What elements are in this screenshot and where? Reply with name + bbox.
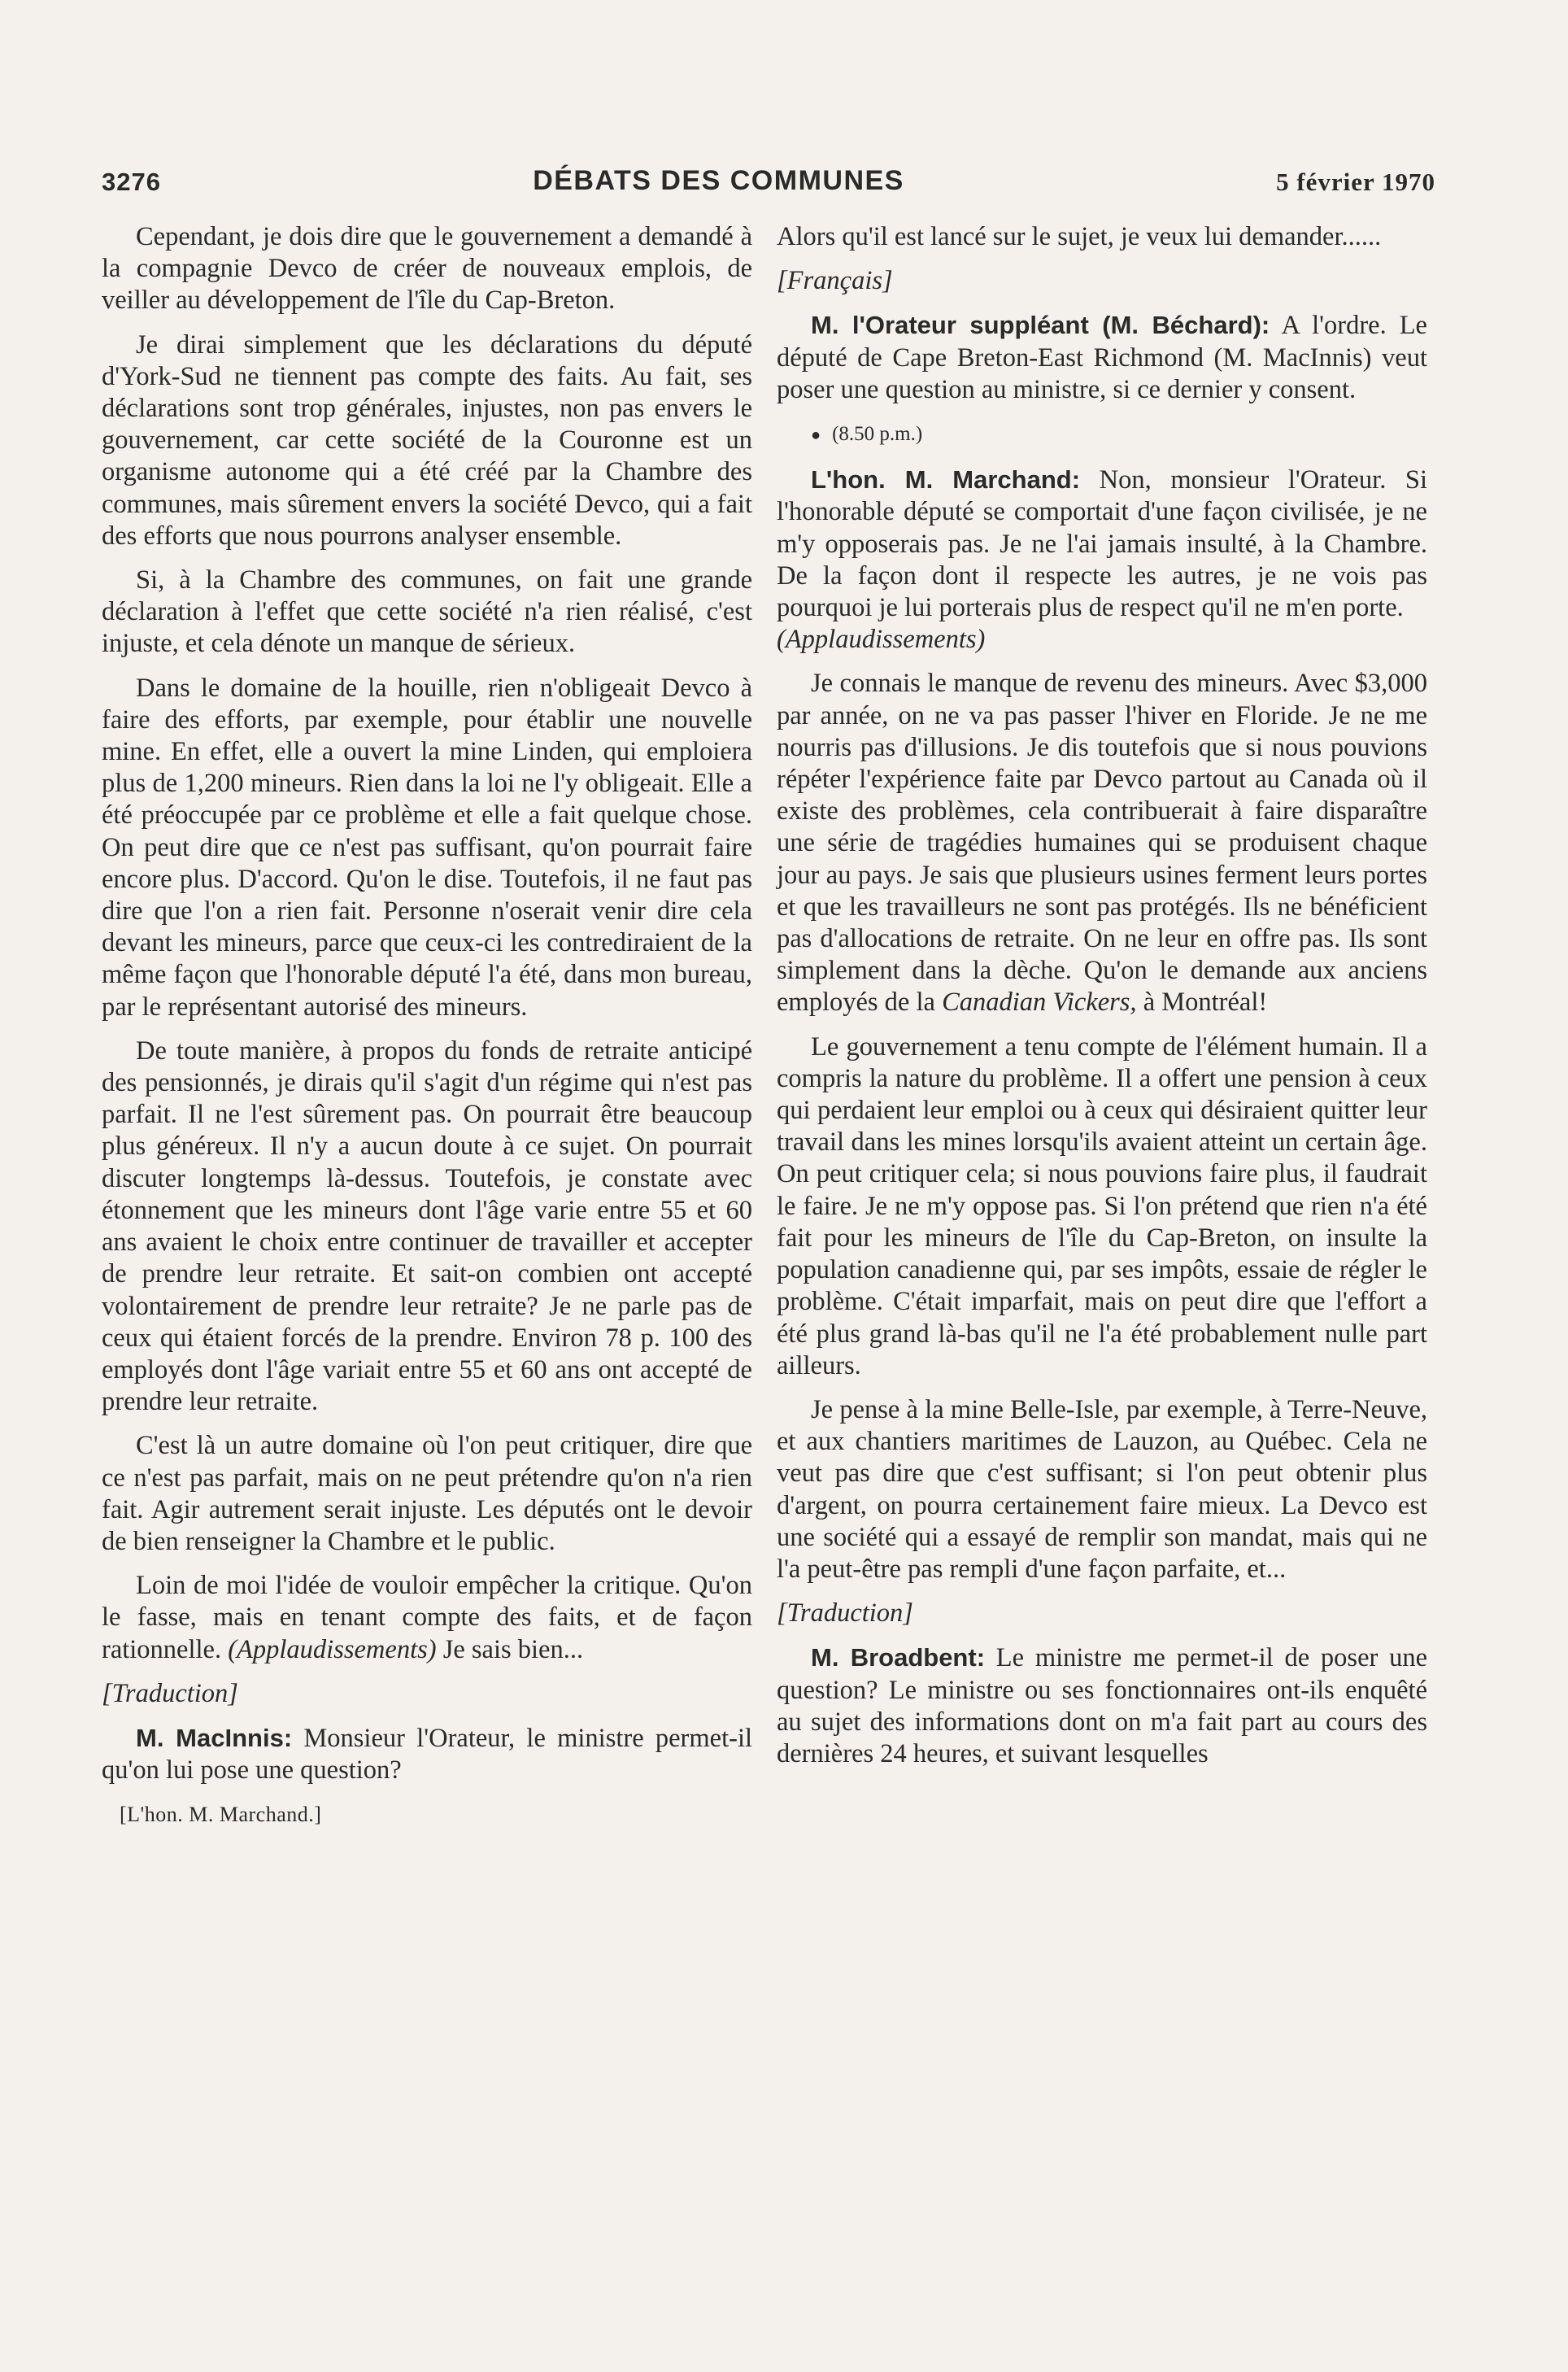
paragraph: Si, à la Chambre des communes, on fait une grande déclaration à l'effet que cette société n'a rien réalisé, c'est injuste, et cela dénote un manque de sérieux. [102,565,752,659]
left-column [102,221,752,1831]
page-number: 3276 [102,168,161,196]
paragraph: Je pense à la mine Belle-Isle, par exemple, à Terre-Neuve, et aux chantiers maritimes de Lauzon, au Québec. Cela ne veut pas dire que c'est suffisant; si l'on peut obtenir plus d'argent, on pourra certainement faire mieux. La Devco est une société qui a essayé de remplir son mandat, mais qui ne l'a peut-être pas rempli d'une façon parfaite, et... [777,1394,1427,1584]
page-header [102,155,1435,197]
publication-date: 5 février 1970 [1276,168,1435,196]
paragraph-tail: Je sais bien... [442,1634,584,1664]
paragraph-text: Je connais le manque de revenu des mineurs. Avec $3,000 par année, on ne va pas passer l'hiver en Floride. Je ne me nourris pas d'illusions. Je dis toutefois que si nous pouvions répéter l'expérience faite par Devco partout au Canada où il existe des problèmes, cela contribuerait à faire disparaître une série de tragédies humaines qui se produisent chaque jour au pays. Je sais que plusieurs usines ferment leurs portes et que les travailleurs ne sont pas protégés. Ils ne bénéficient pas d'allocations de retraite. On ne leur en offre pas. Ils sont simplement dans la dèche. Qu'on le demande aux anciens employés de la [777,669,1427,1018]
language-tag: [Traduction] [777,1598,913,1629]
publication-title: DÉBATS DES COMMUNES [533,165,904,196]
right-column [777,221,1427,1782]
speech-orateur [777,309,1427,406]
language-tag: [Traduction] [102,1678,238,1708]
speaker-footnote: [L'hon. M. Marchand.] [120,1803,322,1827]
timestamp-text: (8.50 p.m.) [832,423,923,446]
paragraph: Le gouvernement a tenu compte de l'élément humain. Il a compris la nature du problème. Il a offert une pension à ceux qui perdaient leur emploi ou à ceux qui désiraient quitter leur travail dans les mines lorsqu'ils avaient atteint un certain âge. On peut critiquer cela; si nous pouvions faire plus, il faudrait le faire. Je ne m'y oppose pas. Si l'on prétend que rien n'a été fait pour les mineurs de l'île du Cap-Breton, on insulte la population canadienne qui, par ses impôts, essaie de régler le problème. C'était imparfait, mais on peut dire que l'effort a été plus grand là-bas qu'il ne l'a été probablement nulle part ailleurs. [777,1031,1427,1380]
speech-text: Non, monsieur l'Orateur. Si l'honorable député se comportait d'une façon civilisée, je ne m'y opposerais pas. Je ne l'ai jamais insulté, à la Chambre. De la façon dont il respecte les autres, je ne vois pas pourquoi je lui porterais plus de respect qu'il ne m'en porte. [777,465,1428,623]
language-tag: [Français] [777,266,893,296]
applause-note: (Applaudissements) [228,1634,437,1664]
paragraph: Alors qu'il est lancé sur le sujet, je veux lui demander...... [777,222,1382,251]
speaker-name: M. Broadbent: [811,1643,986,1672]
applause-note: (Applaudissements) [777,625,986,655]
speech-marchand [777,464,1427,656]
speech-text: Monsieur l'Orateur, le ministre permet-il qu'on lui pose une question? [102,1723,752,1786]
paragraph: Cependant, je dois dire que le gouvernement a demandé à la compagnie Devco de créer de nouveaux emplois, de veiller au développement de l'île du Cap-Breton. [102,222,752,316]
paragraph-tail: à Montréal! [1143,988,1268,1018]
speaker-name: M. l'Orateur suppléant (M. Béchard): [811,311,1270,340]
paragraph [102,1570,752,1666]
speech-broadbent [777,1642,1427,1770]
bullet-icon: ● [811,426,821,445]
speech-text: Le ministre me permet-il de poser une question? Le ministre ou ses fonctionnaires ont-ils enquêté au sujet des informations dont on m'a fait part au cours des dernières 24 heures, et suivant lesquelles [777,1643,1428,1768]
company-name: Canadian Vickers, [942,988,1137,1018]
paragraph: Je dirai simplement que les déclarations du député d'York-Sud ne tiennent pas compte des faits. Au fait, ses déclarations sont trop générales, injustes, non pas envers le gouvernement, car cette société de la Couronne est un organisme autonome qui a été créé par la Chambre des communes, mais sûrement envers la société Devco, qui a fait des efforts que nous pourrons analyser ensemble. [102,329,752,551]
speaker-name: M. MacInnis: [136,1723,293,1752]
paragraph: C'est là un autre domaine où l'on peut critiquer, dire que ce n'est pas parfait, mais on ne peut prétendre qu'on n'a rien fait. Agir autrement serait injuste. Les députés ont le devoir de bien renseigner la Chambre et le public. [102,1431,752,1556]
speech-text: A l'ordre. Le député de Cape Breton-East Richmond (M. MacInnis) veut poser une question au ministre, si ce dernier y consent. [777,311,1427,404]
paragraph [777,668,1427,1018]
paragraph: De toute manière, à propos du fonds de retraite anticipé des pensionnés, je dirais qu'il s'agit d'un régime qui n'est pas parfait. Il ne l'est sûrement pas. On pourrait être beaucoup plus généreux. Il n'y a aucun doute à ce sujet. On pourrait discuter longtemps là-dessus. Toutefois, je constate avec étonnement que les mineurs dont l'âge varie entre 55 et 60 ans avaient le choix entre continuer de travailler et accepter de prendre leur retraite. Et sait-on combien ont accepté volontairement de prendre leur retraite? Je ne parle pas de ceux qui étaient forcés de la prendre. Environ 78 p. 100 des employés dont l'âge variait entre 55 et 60 ans ont accepté de prendre leur retraite. [102,1036,752,1417]
paragraph-text: Loin de moi l'idée de vouloir empêcher la critique. Qu'on le fasse, mais en tenant compte des faits, et de façon rationnelle. [102,1571,752,1664]
speech-macinnis [102,1722,752,1786]
speaker-name: L'hon. M. Marchand: [811,465,1081,495]
paragraph: Dans le domaine de la houille, rien n'obligeait Devco à faire des efforts, par exemple, pour établir une nouvelle mine. En effet, elle a ouvert la mine Linden, qui emploiera plus de 1,200 mineurs. Rien dans la loi ne l'y obligeait. Elle a été préoccupée par ce problème et elle a fait quelque chose. On peut dire que ce n'est pas suffisant, qu'on pourrait faire encore plus. D'accord. Qu'on le dise. Toutefois, il ne faut pas dire que l'on a rien fait. Personne n'oserait venir dire cela devant les mineurs, parce que ceux-ci les contrediraient de la même façon que l'honorable député l'a été, dans mon bureau, par le représentant autorisé des mineurs. [102,673,752,1022]
timestamp [777,418,1427,451]
